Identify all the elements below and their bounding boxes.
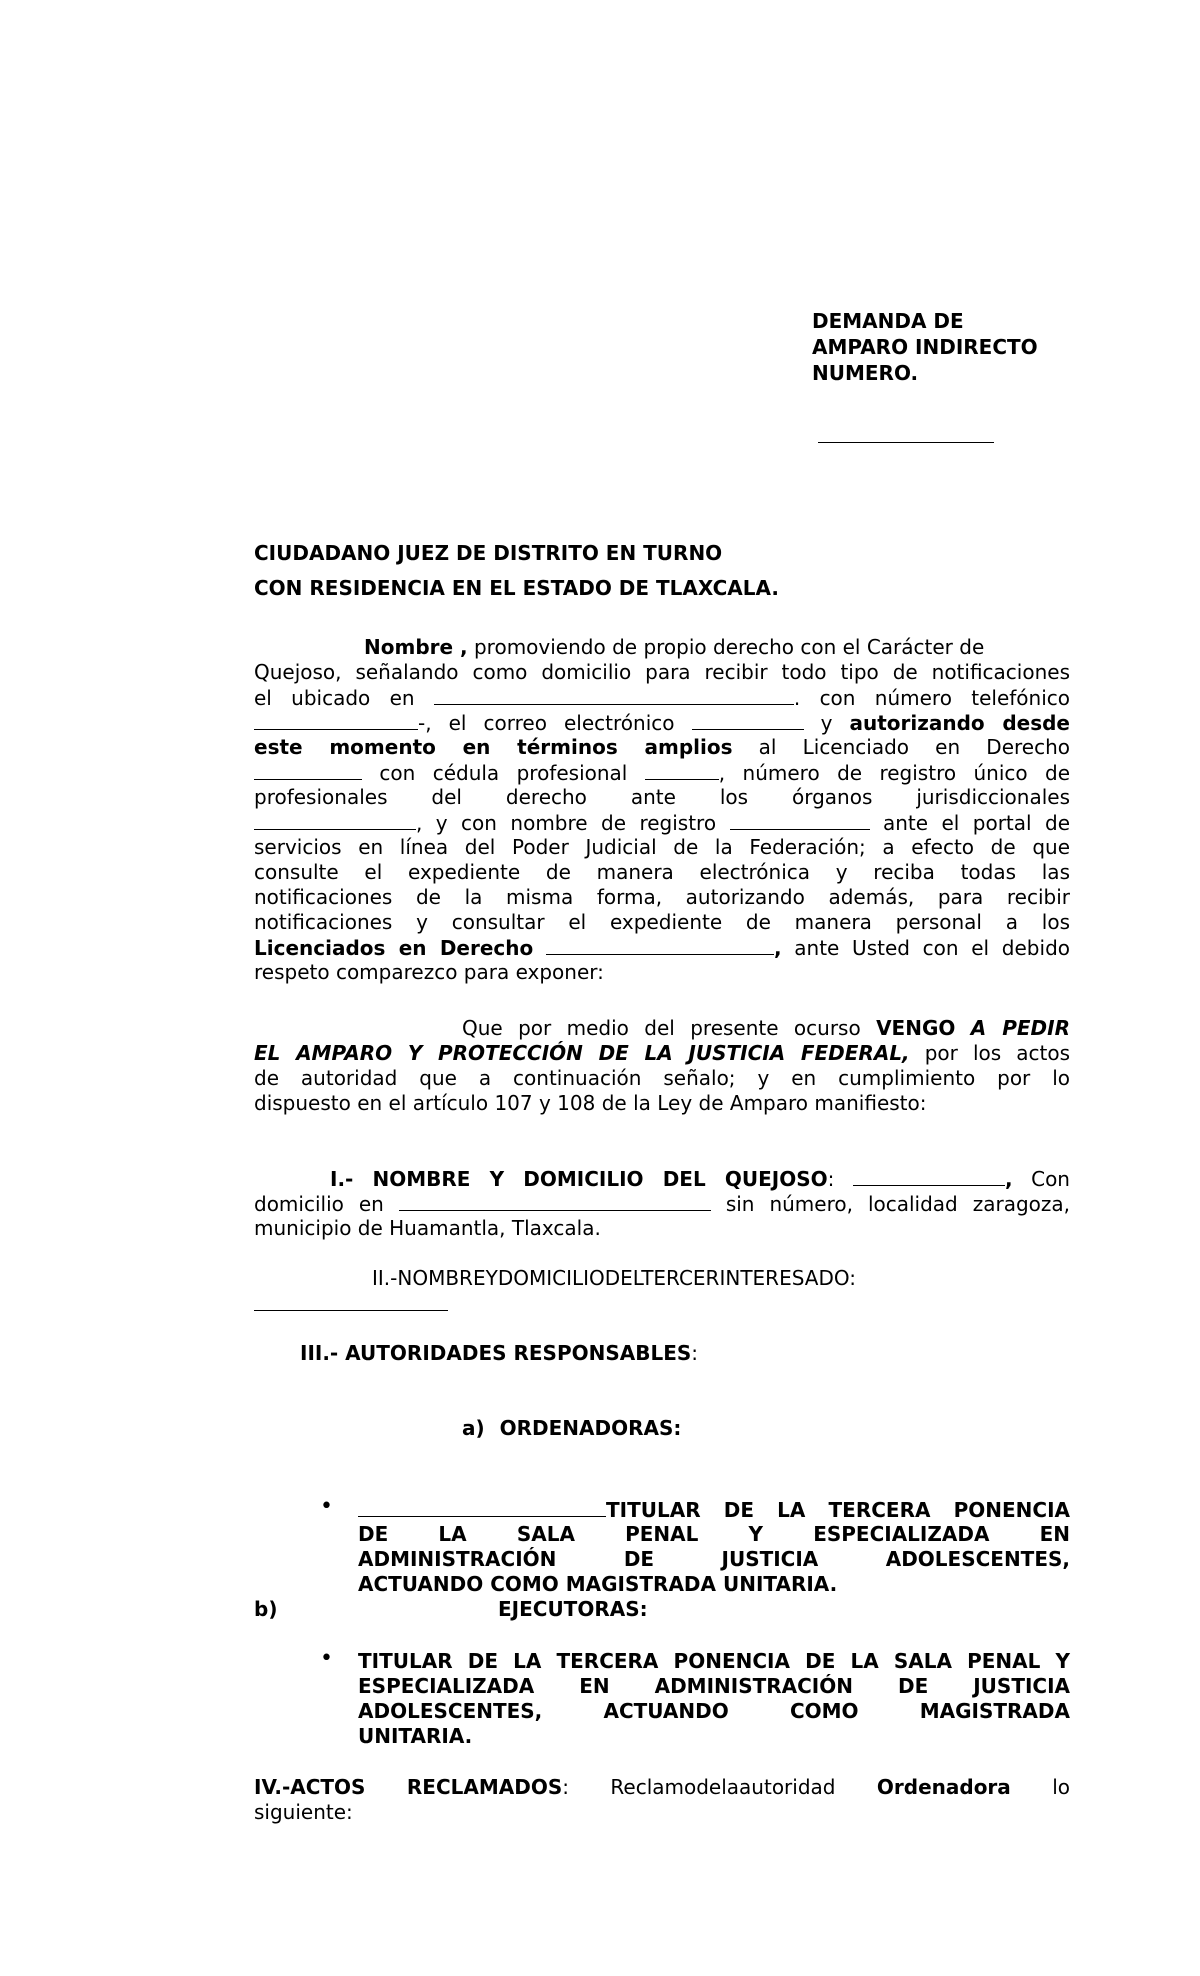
titular-name-blank — [358, 1497, 606, 1517]
section-heading — [300, 1341, 1070, 1366]
registry-name-blank — [730, 810, 870, 830]
text: TITULAR DE LA TERCERA PONENCIA — [606, 1498, 1070, 1522]
paragraph-line: Quejoso, señalando como domicilio para recibir todo tipo de notificaciones — [254, 660, 1070, 684]
section-heading: IV.-ACTOS RECLAMADOS: Reclamodelaautoridad Ordenadora lo — [254, 1775, 1070, 1799]
text: sin número, localidad zaragoza, — [725, 1192, 1070, 1216]
paragraph-line: consulte el expediente de manera electrónica y reciba todas las — [254, 860, 1070, 884]
case-number-blank — [818, 442, 994, 443]
domicile-blank — [399, 1191, 711, 1211]
title-line: NUMERO. — [812, 361, 919, 385]
paragraph-line — [254, 685, 1070, 710]
license-blank — [645, 760, 719, 780]
paragraph-line: notificaciones de la misma forma, autorizando además, para recibir — [254, 885, 1070, 909]
text: Licenciados en Derecho — [254, 936, 534, 960]
subheading-ordenadoras — [462, 1416, 862, 1441]
paragraph-line — [254, 1291, 1070, 1316]
paragraph-line — [254, 810, 1070, 835]
section-heading — [330, 1166, 1070, 1191]
paragraph-line — [254, 935, 1070, 960]
text: EL AMPARO Y PROTECCIÓN DE LA JUSTICIA FEDERAL, — [254, 1041, 910, 1065]
third-party-blank — [254, 1291, 448, 1311]
list-item-line: UNITARIA. — [358, 1724, 473, 1748]
text: por los actos — [924, 1041, 1070, 1065]
phone-blank — [254, 710, 418, 730]
paragraph-line: dispuesto en el artículo 107 y 108 de la Ley de Amparo manifiesto: — [254, 1091, 927, 1115]
registry-blank — [254, 810, 416, 830]
text: : — [562, 1775, 569, 1799]
label: b) — [254, 1597, 278, 1621]
quejoso-name: Nombre , — [364, 635, 468, 659]
bullet: • — [320, 1494, 333, 1519]
title: EJECUTORAS: — [498, 1597, 648, 1621]
list-item-line: DE LA SALA PENAL Y ESPECIALIZADA EN — [358, 1522, 1070, 1546]
paragraph-line — [364, 635, 1070, 660]
text: el ubicado en — [254, 686, 415, 710]
text: , — [773, 936, 782, 960]
heading-text: III.- AUTORIDADES RESPONSABLES — [300, 1341, 692, 1365]
paragraph-line: siguiente: — [254, 1800, 353, 1824]
list-item-line: ADMINISTRACIÓN DE JUSTICIA ADOLESCENTES, — [358, 1547, 1070, 1571]
text: : — [827, 1167, 835, 1191]
paragraph-line: municipio de Huamantla, Tlaxcala. — [254, 1216, 601, 1240]
email-blank — [692, 710, 804, 730]
text: -, el correo electrónico — [418, 711, 675, 735]
text: , y con nombre de registro — [416, 811, 717, 835]
heading-text: I.- NOMBRE Y DOMICILIO DEL QUEJOSO — [330, 1167, 828, 1191]
list-item-line: ACTUANDO COMO MAGISTRADA UNITARIA. — [358, 1572, 838, 1596]
text: autorizando desde — [849, 711, 1070, 735]
paragraph-line — [254, 735, 1070, 760]
paragraph-line — [462, 1016, 1070, 1041]
lawyer-name-blank — [254, 760, 362, 780]
addressee-line: CON RESIDENCIA EN EL ESTADO DE TLAXCALA. — [254, 576, 779, 600]
text: ante Usted con el debido — [794, 936, 1070, 960]
title: ORDENADORAS: — [499, 1416, 682, 1440]
text: lo — [1052, 1775, 1070, 1799]
paragraph-line: respeto comparezco para exponer: — [254, 960, 604, 984]
text: Que por medio del presente ocurso — [462, 1016, 861, 1040]
paragraph-line: servicios en línea del Poder Judicial de la Federación; a efecto de que — [254, 835, 1070, 859]
paragraph-line: de autoridad que a continuación señalo; y en cumplimiento por lo — [254, 1066, 1070, 1090]
addressee-line: CIUDADANO JUEZ DE DISTRITO EN TURNO — [254, 541, 723, 565]
paragraph-line: notificaciones y consultar el expediente de manera personal a los — [254, 910, 1070, 934]
title-line: DEMANDA DE — [812, 309, 964, 333]
paragraph-line — [254, 1191, 1070, 1216]
paragraph-line — [254, 760, 1070, 785]
paragraph-line — [254, 1041, 1070, 1066]
list-item-line: ADOLESCENTES, ACTUANDO COMO MAGISTRADA — [358, 1699, 1070, 1723]
text: Ordenadora — [876, 1775, 1011, 1799]
text: , — [1004, 1167, 1013, 1191]
list-item-line: ESPECIALIZADA EN ADMINISTRACIÓN DE JUSTICIA — [358, 1674, 1070, 1698]
text: A PEDIR — [970, 1016, 1070, 1040]
text: domicilio en — [254, 1192, 384, 1216]
quejoso-blank — [853, 1166, 1005, 1186]
address-blank — [434, 685, 794, 705]
list-item-line: TITULAR DE LA TERCERA PONENCIA DE LA SALA PENAL Y — [358, 1649, 1070, 1673]
text: , número de registro único de — [718, 761, 1071, 785]
text: Con — [1031, 1167, 1070, 1191]
text: con cédula profesional — [379, 761, 628, 785]
text: al Licenciado en Derecho — [758, 735, 1070, 759]
bullet: • — [320, 1646, 333, 1671]
text: : — [691, 1341, 699, 1365]
lawyers-blank — [546, 935, 774, 955]
text: con número telefónico — [819, 686, 1070, 710]
document-title — [812, 308, 1038, 386]
text: y — [820, 711, 833, 735]
paragraph-line: profesionales del derecho ante los órganos jurisdiccionales — [254, 785, 1070, 809]
subheading-ejecutoras — [254, 1597, 1070, 1622]
paragraph-line — [254, 710, 1070, 735]
text: este momento en términos amplios — [254, 735, 733, 759]
title-line: AMPARO INDIRECTO — [812, 335, 1038, 359]
section-heading: II.-NOMBREYDOMICILIODELTERCERINTERESADO: — [372, 1266, 856, 1290]
list-item-line — [358, 1497, 1070, 1522]
text: . — [793, 686, 801, 710]
label: a) — [462, 1416, 485, 1440]
text: VENGO — [876, 1016, 956, 1040]
text: ante el portal de — [882, 811, 1071, 835]
text: promoviendo de propio derecho con el Carácter de — [473, 635, 985, 659]
